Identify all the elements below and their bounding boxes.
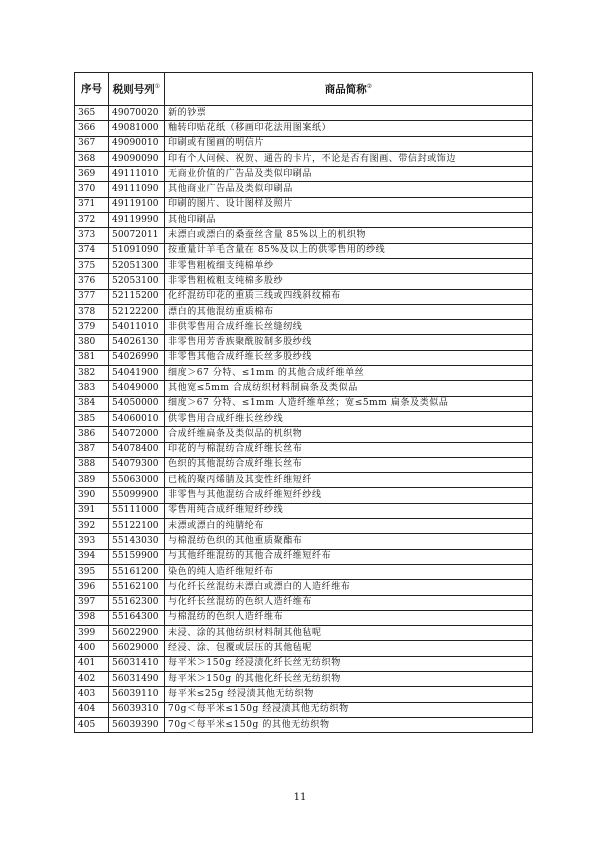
row-serial-number: 394	[75, 549, 109, 564]
row-serial-number: 372	[75, 213, 109, 228]
row-product-name: 与化纤长丝混纺未漂白或漂白的人造纤维布	[165, 580, 533, 595]
table-row	[75, 488, 533, 503]
table-row	[75, 687, 533, 702]
table-row	[75, 564, 533, 579]
row-product-name: 印花的与棉混纺合成纤维长丝布	[165, 442, 533, 457]
table-row	[75, 350, 533, 365]
table-row	[75, 151, 533, 166]
table-row	[75, 549, 533, 564]
table-row	[75, 427, 533, 442]
row-serial-number: 367	[75, 136, 109, 151]
table-row	[75, 411, 533, 426]
row-serial-number: 400	[75, 641, 109, 656]
row-tariff-code: 55143030	[109, 534, 165, 549]
row-serial-number: 387	[75, 442, 109, 457]
table-row	[75, 182, 533, 197]
table-row	[75, 366, 533, 381]
row-product-name: 每平米＞150g 的其他化纤长丝无纺织物	[165, 671, 533, 686]
row-tariff-code: 49111010	[109, 167, 165, 182]
row-tariff-code: 50072011	[109, 228, 165, 243]
row-serial-number: 391	[75, 503, 109, 518]
row-product-name: 新的钞票	[165, 106, 533, 121]
row-tariff-code: 49090090	[109, 151, 165, 166]
row-product-name: 无商业价值的广告品及类似印刷品	[165, 167, 533, 182]
row-serial-number: 386	[75, 427, 109, 442]
row-product-name: 其他宽≤5mm 合成纺织材料制扁条及类似品	[165, 381, 533, 396]
table-row	[75, 671, 533, 686]
row-tariff-code: 55099900	[109, 488, 165, 503]
row-serial-number: 385	[75, 411, 109, 426]
row-tariff-code: 55122100	[109, 519, 165, 534]
row-tariff-code: 49090010	[109, 136, 165, 151]
row-serial-number: 389	[75, 473, 109, 488]
row-product-name: 漂白的其他混纺重质棉布	[165, 304, 533, 319]
footnote-marker: ①	[154, 82, 161, 90]
table-row	[75, 595, 533, 610]
row-tariff-code: 49081000	[109, 121, 165, 136]
row-tariff-code: 55161200	[109, 564, 165, 579]
table-row	[75, 580, 533, 595]
row-product-name: 其他印刷品	[165, 213, 533, 228]
table-row	[75, 121, 533, 136]
row-product-name: 与其他纤维混纺的其他合成纤维短纤布	[165, 549, 533, 564]
row-serial-number: 374	[75, 243, 109, 258]
table-row	[75, 457, 533, 472]
row-tariff-code: 54060010	[109, 411, 165, 426]
row-product-name: 非供零售用合成纤维长丝缝纫线	[165, 320, 533, 335]
table-row	[75, 610, 533, 625]
row-product-name: 印刷或有图画的明信片	[165, 136, 533, 151]
table-row	[75, 626, 533, 641]
row-product-name: 细度＞67 分特、≤1mm 人造纤维单丝；宽≤5mm 扁条及类似品	[165, 396, 533, 411]
row-serial-number: 404	[75, 702, 109, 717]
row-tariff-code: 55162100	[109, 580, 165, 595]
row-serial-number: 397	[75, 595, 109, 610]
table-row	[75, 106, 533, 121]
row-serial-number: 398	[75, 610, 109, 625]
table-row	[75, 717, 533, 732]
row-tariff-code: 55159900	[109, 549, 165, 564]
row-tariff-code: 56039310	[109, 702, 165, 717]
row-serial-number: 395	[75, 564, 109, 579]
table-row	[75, 243, 533, 258]
row-serial-number: 377	[75, 289, 109, 304]
row-serial-number: 399	[75, 626, 109, 641]
table-header	[75, 73, 533, 106]
row-tariff-code: 54041900	[109, 366, 165, 381]
row-tariff-code: 54050000	[109, 396, 165, 411]
row-serial-number: 379	[75, 320, 109, 335]
table-row	[75, 167, 533, 182]
row-tariff-code: 49119990	[109, 213, 165, 228]
row-tariff-code: 56039110	[109, 687, 165, 702]
table-row	[75, 136, 533, 151]
row-serial-number: 375	[75, 258, 109, 273]
row-product-name: 70g＜每平米≤150g 经浸渍其他无纺织物	[165, 702, 533, 717]
row-product-name: 未漂白或漂白的桑蚕丝含量 85%以上的机织物	[165, 228, 533, 243]
row-tariff-code: 54072000	[109, 427, 165, 442]
footnote-marker: ②	[366, 82, 373, 90]
row-product-name: 70g＜每平米≤150g 的其他无纺织物	[165, 717, 533, 732]
row-serial-number: 366	[75, 121, 109, 136]
row-serial-number: 384	[75, 396, 109, 411]
row-serial-number: 380	[75, 335, 109, 350]
table-row	[75, 503, 533, 518]
row-product-name: 每平米＞150g 经浸渍化纤长丝无纺织物	[165, 656, 533, 671]
row-tariff-code: 49070020	[109, 106, 165, 121]
row-product-name: 细度＞67 分特、≤1mm 的其他合成纤维单丝	[165, 366, 533, 381]
row-tariff-code: 55063000	[109, 473, 165, 488]
row-product-name: 印刷的图片、设计图样及照片	[165, 197, 533, 212]
table-row	[75, 641, 533, 656]
row-product-name: 未漂或漂白的纯腈纶布	[165, 519, 533, 534]
row-product-name: 色织的其他混纺合成纤维长丝布	[165, 457, 533, 472]
row-serial-number: 368	[75, 151, 109, 166]
row-serial-number: 401	[75, 656, 109, 671]
table-row	[75, 274, 533, 289]
table-row	[75, 304, 533, 319]
table-row	[75, 228, 533, 243]
row-product-name: 与化纤长丝混纺的色织人造纤维布	[165, 595, 533, 610]
table-body	[75, 106, 533, 733]
row-tariff-code: 56029000	[109, 641, 165, 656]
row-product-name: 非零售粗梳细支纯棉单纱	[165, 258, 533, 273]
table-row	[75, 197, 533, 212]
row-serial-number: 365	[75, 106, 109, 121]
row-serial-number: 370	[75, 182, 109, 197]
table-row	[75, 519, 533, 534]
row-serial-number: 390	[75, 488, 109, 503]
row-serial-number: 392	[75, 519, 109, 534]
row-tariff-code: 54026130	[109, 335, 165, 350]
row-tariff-code: 54011010	[109, 320, 165, 335]
row-product-name: 供零售用合成纤维长丝纱线	[165, 411, 533, 426]
row-serial-number: 371	[75, 197, 109, 212]
row-product-name: 合成纤维扁条及类似品的机织物	[165, 427, 533, 442]
row-serial-number: 378	[75, 304, 109, 319]
row-serial-number: 381	[75, 350, 109, 365]
row-tariff-code: 55111000	[109, 503, 165, 518]
row-product-name: 未浸、涂的其他纺织材料制其他毡呢	[165, 626, 533, 641]
row-product-name: 与棉混纺的色织人造纤维布	[165, 610, 533, 625]
row-product-name: 非零售其他合成纤维长丝多股纱线	[165, 350, 533, 365]
table-row	[75, 534, 533, 549]
table-row	[75, 258, 533, 273]
row-product-name: 非零售粗梳粗支纯棉多股纱	[165, 274, 533, 289]
row-tariff-code: 51091090	[109, 243, 165, 258]
row-tariff-code: 56031490	[109, 671, 165, 686]
row-product-name: 染色的纯人造纤维短纤布	[165, 564, 533, 579]
row-tariff-code: 54026990	[109, 350, 165, 365]
row-product-name: 釉转印贴花纸（移画印花法用图案纸）	[165, 121, 533, 136]
row-tariff-code: 49111090	[109, 182, 165, 197]
row-tariff-code: 54079300	[109, 457, 165, 472]
row-serial-number: 405	[75, 717, 109, 732]
row-tariff-code: 52122200	[109, 304, 165, 319]
row-serial-number: 388	[75, 457, 109, 472]
row-product-name: 印有个人问候、祝贺、通告的卡片，不论是否有图画、带信封或饰边	[165, 151, 533, 166]
row-tariff-code: 56022900	[109, 626, 165, 641]
row-serial-number: 403	[75, 687, 109, 702]
row-serial-number: 382	[75, 366, 109, 381]
row-product-name: 其他商业广告品及类似印刷品	[165, 182, 533, 197]
row-tariff-code: 52115200	[109, 289, 165, 304]
row-tariff-code: 52051300	[109, 258, 165, 273]
header-serial-number: 序号	[75, 73, 109, 106]
row-tariff-code: 54078400	[109, 442, 165, 457]
row-tariff-code: 54049000	[109, 381, 165, 396]
row-product-name: 化纤混纺印花的重质三线或四线斜纹棉布	[165, 289, 533, 304]
row-serial-number: 402	[75, 671, 109, 686]
table-row	[75, 381, 533, 396]
row-product-name: 非零售用芳香族聚酰胺制多股纱线	[165, 335, 533, 350]
row-tariff-code: 56039390	[109, 717, 165, 732]
header-row	[75, 73, 533, 106]
table-row	[75, 702, 533, 717]
header-tariff-code: 税则号列①	[109, 73, 165, 106]
table-row	[75, 320, 533, 335]
row-serial-number: 373	[75, 228, 109, 243]
row-product-name: 按重量计羊毛含量在 85%及以上的供零售用的纱线	[165, 243, 533, 258]
row-product-name: 每平米≤25g 经浸渍其他无纺织物	[165, 687, 533, 702]
row-product-name: 经浸、涂、包覆或层压的其他毡呢	[165, 641, 533, 656]
row-tariff-code: 49119100	[109, 197, 165, 212]
page-number: 11	[293, 792, 307, 803]
tariff-table	[74, 72, 533, 733]
row-tariff-code: 55162300	[109, 595, 165, 610]
row-tariff-code: 52053100	[109, 274, 165, 289]
table-row	[75, 289, 533, 304]
row-tariff-code: 56031410	[109, 656, 165, 671]
table-row	[75, 396, 533, 411]
row-product-name: 零售用纯合成纤维短纤纱线	[165, 503, 533, 518]
table-row	[75, 442, 533, 457]
row-product-name: 已梳的聚丙烯腈及其变性纤维短纤	[165, 473, 533, 488]
row-product-name: 非零售与其他混纺合成纤维短纤纱线	[165, 488, 533, 503]
row-product-name: 与棉混纺色织的其他重质聚酯布	[165, 534, 533, 549]
row-tariff-code: 55164300	[109, 610, 165, 625]
table-row	[75, 213, 533, 228]
row-serial-number: 383	[75, 381, 109, 396]
table-row	[75, 335, 533, 350]
row-serial-number: 376	[75, 274, 109, 289]
table-row	[75, 656, 533, 671]
header-product-name: 商品简称②	[165, 73, 533, 106]
row-serial-number: 396	[75, 580, 109, 595]
table-row	[75, 473, 533, 488]
row-serial-number: 393	[75, 534, 109, 549]
row-serial-number: 369	[75, 167, 109, 182]
